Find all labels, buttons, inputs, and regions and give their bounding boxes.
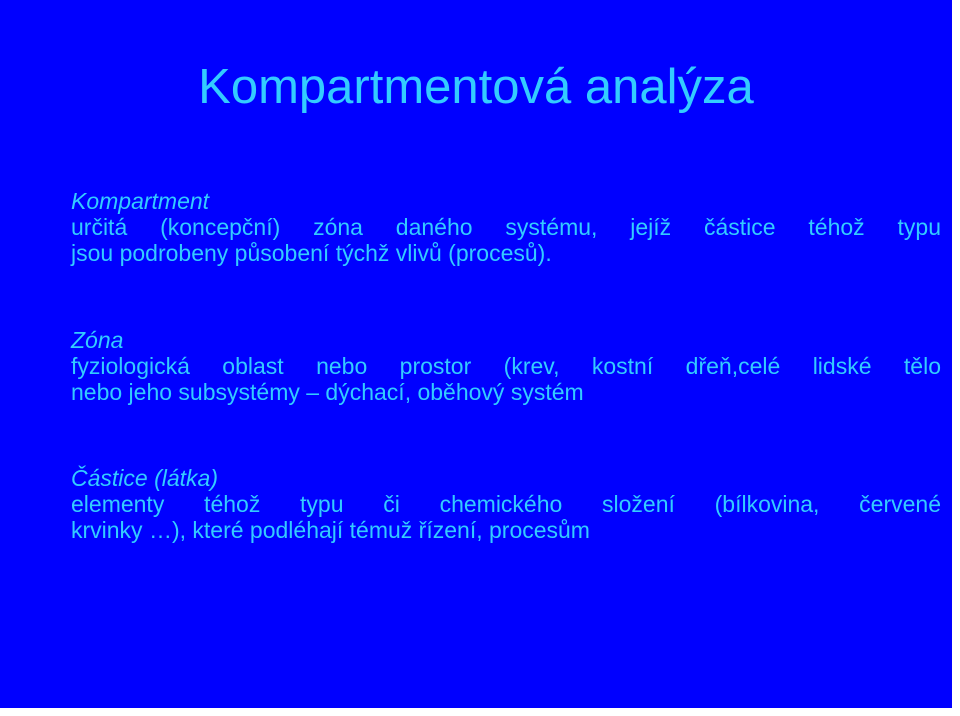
definition-kompartment: [71, 188, 941, 266]
definition-line: fyziologická oblast nebo prostor (krev, kostní dřeň,celé lidské tělo: [71, 353, 941, 379]
definition-text: [71, 214, 941, 266]
definition-heading: Kompartment: [71, 188, 210, 214]
definition-line: krvinky …), které podléhají témuž řízení, procesům: [71, 517, 590, 543]
definition-line: určitá (koncepční) zóna daného systému, jejíž částice téhož typu: [71, 214, 941, 240]
definition-zona: [71, 327, 941, 405]
definition-heading: Zóna: [71, 327, 124, 353]
slide-title: Kompartmentová analýza: [198, 60, 754, 114]
definition-line: nebo jeho subsystémy – dýchací, oběhový systém: [71, 379, 584, 405]
definition-castice: [71, 465, 941, 543]
definition-text: [71, 353, 941, 405]
definition-line: jsou podrobeny působení týchž vlivů (procesů).: [71, 240, 552, 266]
definition-line: elementy téhož typu či chemického složení (bílkovina, červené: [71, 491, 941, 517]
definition-text: [71, 491, 941, 543]
definition-heading: Částice (látka): [71, 465, 218, 491]
